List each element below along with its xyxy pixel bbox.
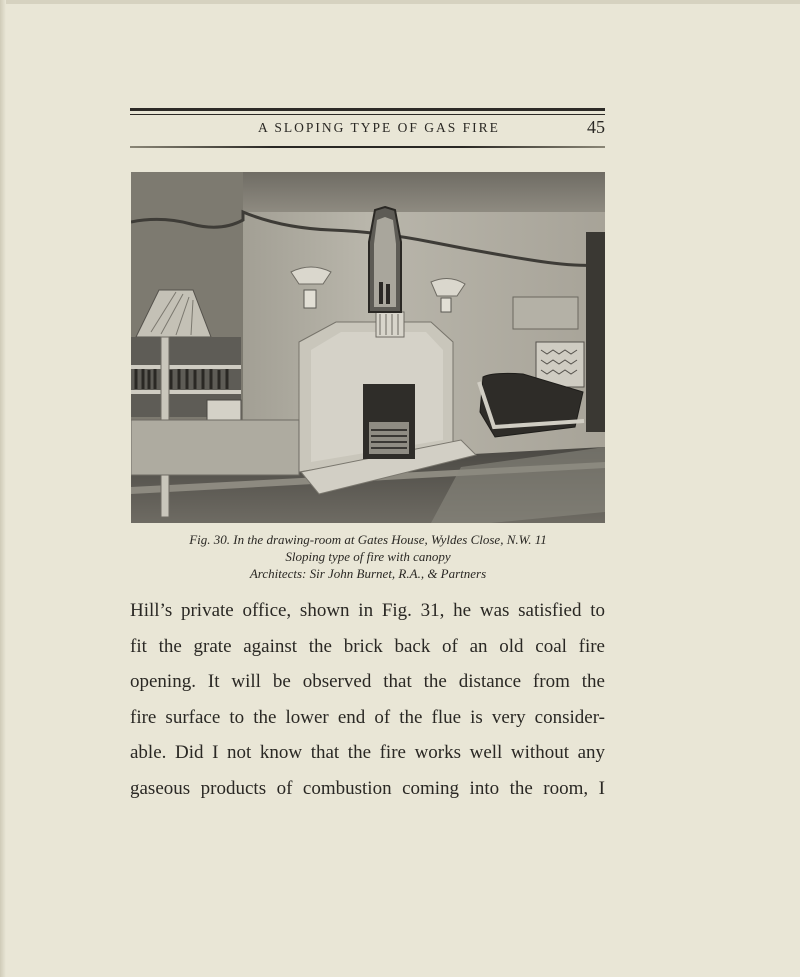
header-rule-bottom: [130, 146, 605, 148]
drawing-room-photo: [131, 172, 605, 523]
body-line-4: fire surface to the lower end of the flue is very consider-: [130, 706, 605, 728]
header-rule-thick: [130, 108, 605, 111]
page-edge-top: [0, 0, 800, 4]
caption-line-2: Sloping type of fire with canopy: [285, 549, 451, 564]
body-line-5: able. Did I not know that the fire works well without any: [130, 742, 605, 763]
figure-caption: [131, 531, 605, 582]
page-number: 45: [587, 117, 605, 137]
body-text: [130, 593, 605, 806]
body-line-1: Hill’s private office, shown in Fig. 31, he was satisfied to: [130, 600, 605, 621]
caption-line-3: Architects: Sir John Burnet, R.A., & Partners: [249, 566, 487, 581]
page-edge-left: [0, 0, 6, 977]
caption-line-1: Fig. 30. In the drawing-room at Gates House, Wyldes Close, N.W. 11: [189, 532, 547, 547]
body-line-6: gaseous products of combustion coming into the room, I: [130, 777, 605, 799]
running-head: [130, 117, 605, 142]
header-rule-thin: [130, 114, 605, 115]
figure-photograph: [131, 172, 605, 523]
body-line-3: opening. It will be observed that the distance from the: [130, 671, 605, 692]
body-line-2: fit the grate against the brick back of an old coal fire: [130, 635, 605, 657]
running-title: A SLOPING TYPE OF GAS FIRE: [258, 120, 500, 135]
